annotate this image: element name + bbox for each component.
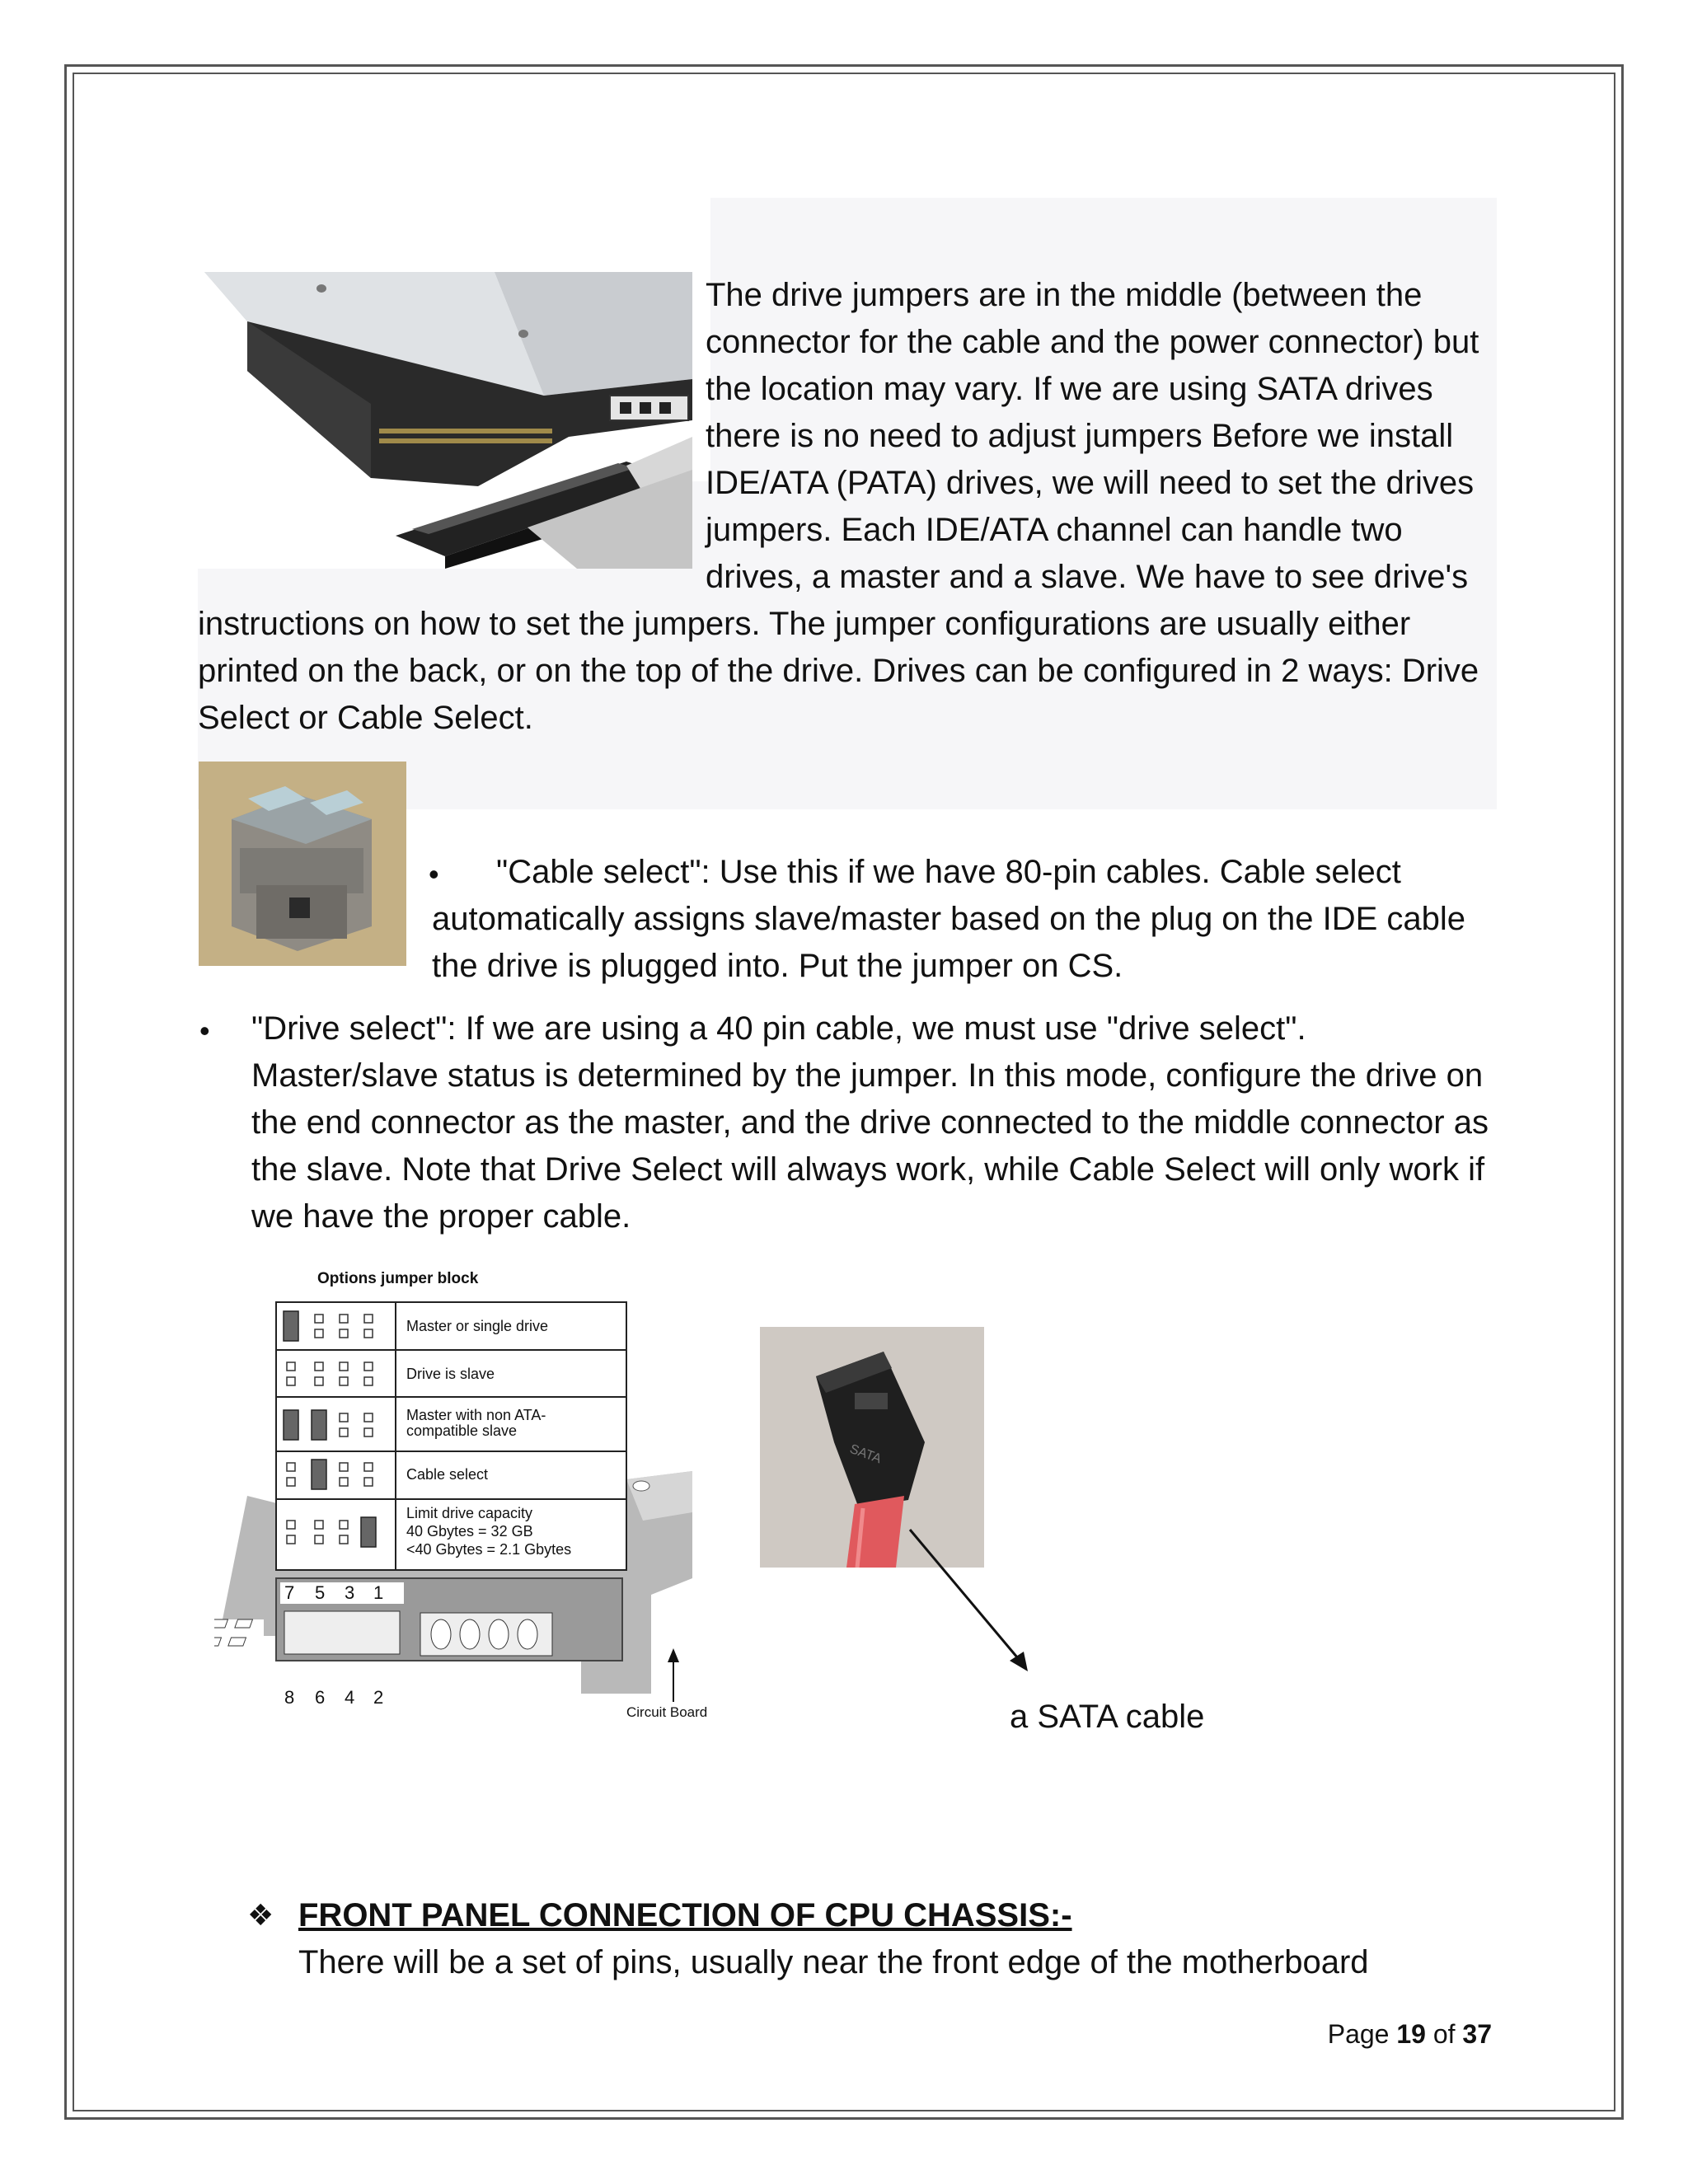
bullet-cable-select: "Cable select": Use this if we have 80-pin cables. Cable select automatically assigns slave/master based on the plug on the IDE cable the drive is plugged into. Put the jumper on CS. [432,854,1466,984]
page-number: 19 [1396,2019,1426,2049]
hard-drive-photo [198,272,692,569]
diamond-bullet-icon: ❖ [247,1899,274,1933]
pin-label-6: 6 [315,1687,326,1708]
diagram-row-nonata-1: Master with non ATA- [406,1407,546,1423]
jumper-photo [199,762,406,966]
pin-label-3: 3 [345,1582,355,1603]
circuit-board-label: Circuit Board [626,1704,708,1720]
bullet-drive-select: "Drive select": If we are using a 40 pin cable, we must use "drive select". Master/slave status is determined by the jumper. In this mode, configure the drive on the end connector as the master, and the drive connected to the middle connector as the slave. Note that Drive Select will always work, while Cable Select will only work if we have the proper cable. [251,1010,1489,1235]
page-footer [1286,2011,1492,2058]
diagram-row-nonata-2: compatible slave [406,1422,518,1439]
jumpers-paragraph: The drive jumpers are in the middle (between the connector for the cable and the power connector) but the location may vary. If we are using SATA drives there is no need to adjust jumpers Before we install IDE/ATA (PATA) drives, we will need to set the drives jumpers. Each IDE/ATA channel can handle two drives, a master and a slave. We have to see drive's instructions on how to set the jumpers. The jumper configurations are usually either printed on the back, or on the top of the drive. Drives can be configured in 2 ways: Drive Select or Cable Select. [198,277,1479,736]
bullet-cable-select-marker: • [429,857,439,891]
pin-label-5: 5 [315,1582,326,1603]
bullet-drive-select-marker: • [199,1014,210,1047]
pin-label-1: 1 [373,1582,384,1603]
diagram-row-limit-1: Limit drive capacity [406,1505,533,1521]
page-total: 37 [1462,2019,1492,2049]
diagram-title: Options jumper block [317,1270,479,1287]
sata-caption-arrow [898,1516,1039,1681]
page-prefix: Page [1327,2019,1390,2049]
diagram-row-cable-select: Cable select [406,1466,489,1483]
diagram-row-limit-2: 40 Gbytes = 32 GB [406,1523,533,1540]
sata-caption: a SATA cable [1010,1699,1205,1735]
pin-label-8: 8 [284,1687,295,1708]
pin-label-7: 7 [284,1582,295,1603]
section-text: There will be a set of pins, usually near the front edge of the motherboard [298,1944,1369,1980]
section-heading: FRONT PANEL CONNECTION OF CPU CHASSIS:- [298,1897,1072,1933]
pin-label-2: 2 [373,1687,384,1708]
diagram-row-master: Master or single drive [406,1318,549,1334]
diagram-row-slave: Drive is slave [406,1366,495,1382]
jumper-options-diagram [214,1265,725,1727]
sata-label: SATA [847,1441,884,1467]
jumpers-paragraph-wrap [198,272,1493,742]
page-of: of [1432,2019,1456,2049]
pin-label-4: 4 [345,1687,355,1708]
diagram-row-limit-3: <40 Gbytes = 2.1 Gbytes [406,1541,572,1558]
